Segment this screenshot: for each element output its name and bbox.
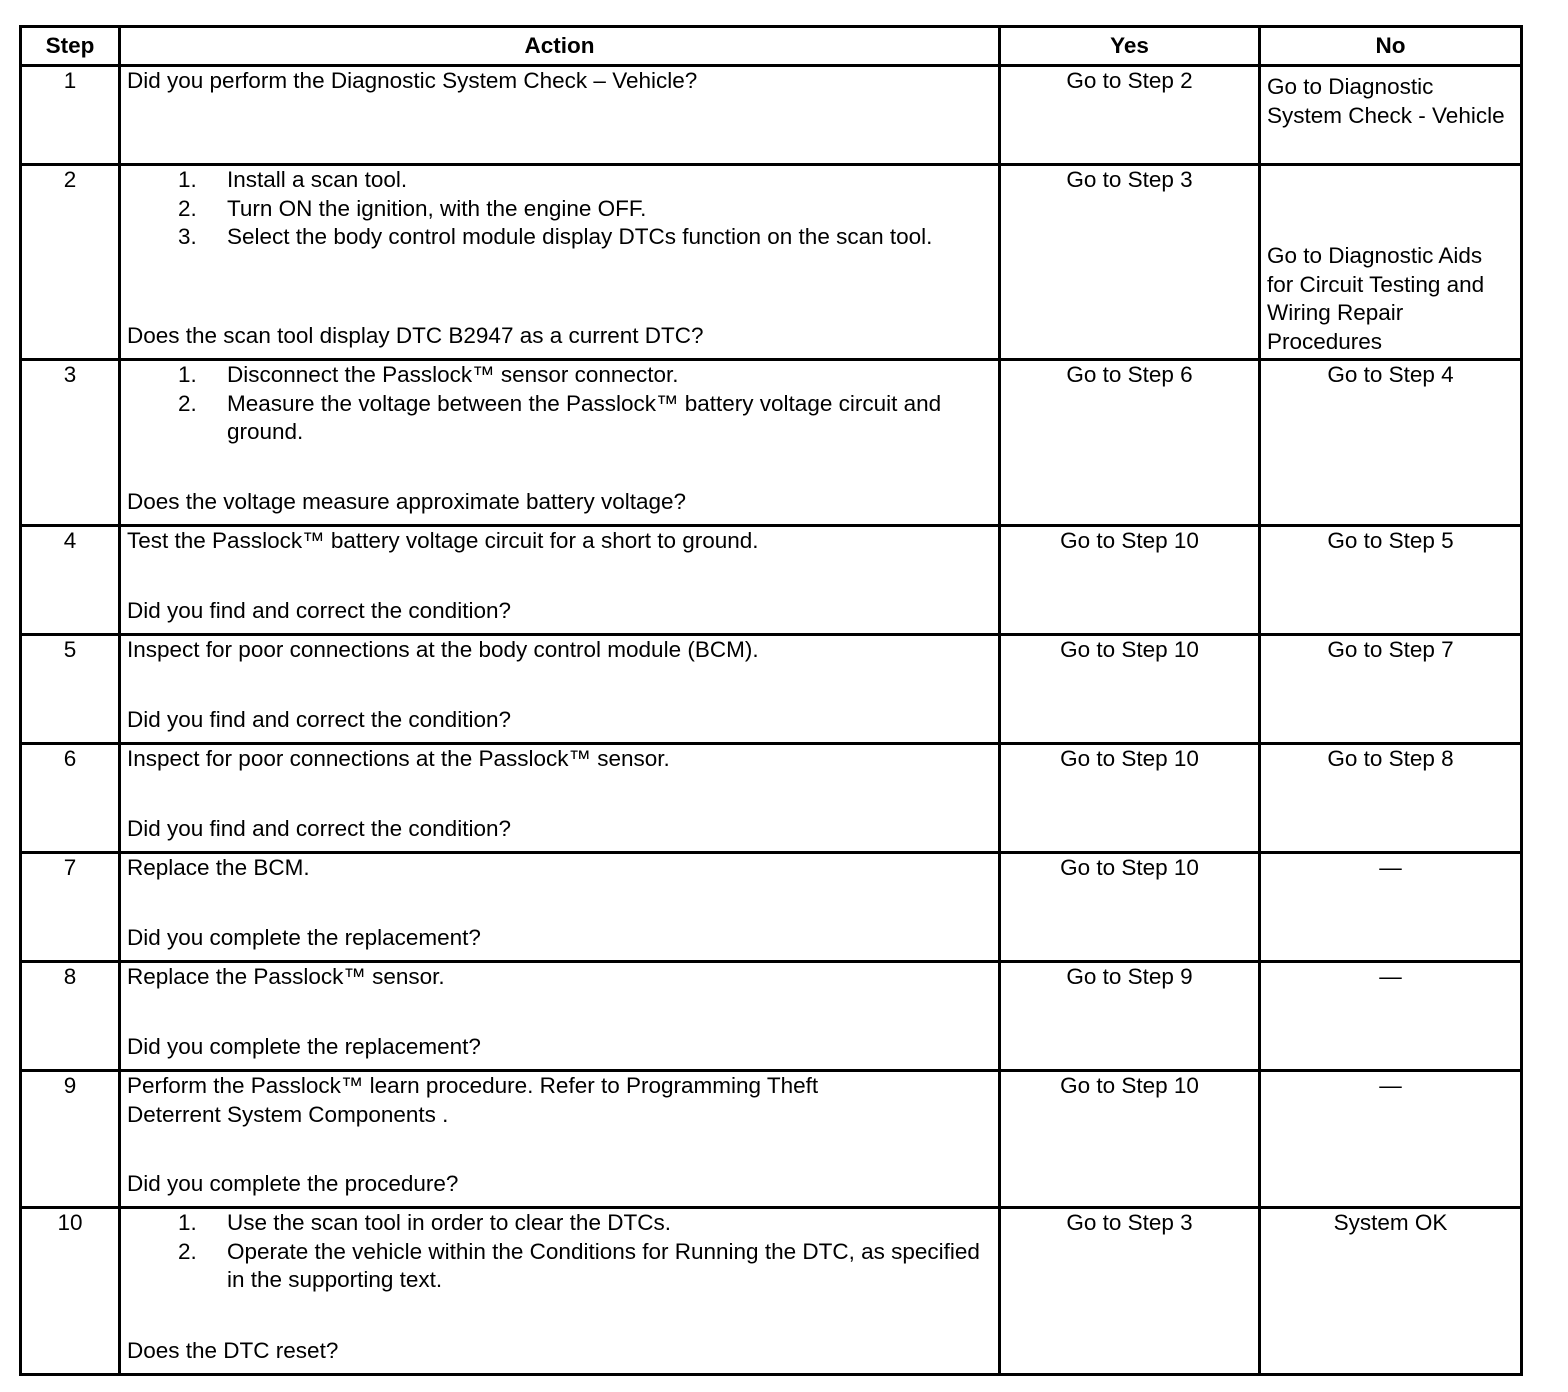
table-row (21, 744, 1522, 853)
table-row (21, 635, 1522, 744)
header-action: Action (120, 27, 1000, 66)
step-number: 2 (21, 165, 120, 360)
action-question: Does the voltage measure approximate battery voltage? (127, 488, 687, 514)
action-steps-list (127, 361, 992, 447)
table-row (21, 853, 1522, 962)
no-outcome: Go to Step 8 (1260, 744, 1522, 853)
header-no: No (1260, 27, 1522, 66)
action-step-item (178, 195, 992, 224)
no-outcome: System OK (1260, 1208, 1522, 1375)
yes-outcome: Go to Step 6 (1000, 360, 1260, 526)
action-step-number: 1. (178, 1210, 197, 1235)
action-step-number: 2. (178, 390, 197, 416)
action-cell (120, 1208, 1000, 1375)
action-question: Did you complete the replacement? (127, 1033, 481, 1059)
action-question: Did you find and correct the condition? (127, 815, 511, 841)
action-intro: Replace the BCM. (127, 855, 310, 880)
yes-outcome: Go to Step 10 (1000, 1071, 1260, 1208)
header-yes: Yes (1000, 27, 1260, 66)
step-number: 7 (21, 853, 120, 962)
action-cell (120, 744, 1000, 853)
action-steps-list (127, 1209, 992, 1295)
action-step-text: Disconnect the Passlock™ sensor connector. (227, 362, 679, 387)
action-intro: Did you perform the Diagnostic System Check – Vehicle? (127, 68, 698, 93)
action-cell (120, 526, 1000, 635)
action-cell (120, 360, 1000, 526)
yes-outcome: Go to Step 10 (1000, 744, 1260, 853)
action-step-number: 2. (178, 1238, 197, 1264)
action-step-item (178, 1209, 992, 1238)
action-step-number: 1. (178, 362, 197, 387)
diagnostic-table (19, 25, 1523, 1376)
action-step-text: Measure the voltage between the Passlock™ battery voltage circuit and ground. (227, 390, 942, 444)
yes-outcome: Go to Step 10 (1000, 526, 1260, 635)
action-intro: Replace the Passlock™ sensor. (127, 964, 445, 989)
header-step: Step (21, 27, 120, 66)
action-step-item (178, 166, 992, 195)
action-cell (120, 1071, 1000, 1208)
action-steps-list (127, 166, 992, 252)
no-outcome: Go to Step 7 (1260, 635, 1522, 744)
step-number: 6 (21, 744, 120, 853)
step-number: 4 (21, 526, 120, 635)
step-number: 10 (21, 1208, 120, 1375)
action-intro: Test the Passlock™ battery voltage circuit for a short to ground. (127, 528, 759, 553)
action-question: Did you find and correct the condition? (127, 597, 511, 623)
action-step-item (178, 223, 992, 252)
action-step-item (178, 361, 992, 390)
action-step-number: 3. (178, 224, 197, 249)
yes-outcome: Go to Step 9 (1000, 962, 1260, 1071)
no-outcome: — (1260, 1071, 1522, 1208)
step-number: 9 (21, 1071, 120, 1208)
action-cell (120, 635, 1000, 744)
table-row (21, 66, 1522, 165)
table-row (21, 526, 1522, 635)
action-intro: Perform the Passlock™ learn procedure. Refer to Programming Theft Deterrent System Components . (127, 1073, 819, 1127)
no-outcome: — (1260, 962, 1522, 1071)
step-number: 5 (21, 635, 120, 744)
action-question: Does the scan tool display DTC B2947 as a current DTC? (127, 322, 704, 348)
table-row (21, 360, 1522, 526)
yes-outcome: Go to Step 3 (1000, 165, 1260, 360)
action-cell (120, 66, 1000, 165)
yes-outcome: Go to Step 2 (1000, 66, 1260, 165)
yes-outcome: Go to Step 10 (1000, 853, 1260, 962)
no-outcome: — (1260, 853, 1522, 962)
action-step-text: Install a scan tool. (227, 167, 408, 192)
table-row (21, 1071, 1522, 1208)
action-cell (120, 962, 1000, 1071)
table-row (21, 962, 1522, 1071)
no-outcome: Go to Step 4 (1260, 360, 1522, 526)
table-row (21, 1208, 1522, 1375)
action-cell (120, 165, 1000, 360)
step-number: 3 (21, 360, 120, 526)
action-question: Does the DTC reset? (127, 1337, 339, 1363)
step-number: 1 (21, 66, 120, 165)
action-step-text: Select the body control module display DTCs function on the scan tool. (227, 224, 933, 249)
action-step-text: Turn ON the ignition, with the engine OFF. (227, 195, 647, 221)
yes-outcome: Go to Step 10 (1000, 635, 1260, 744)
header-row (21, 27, 1522, 66)
action-intro: Inspect for poor connections at the body control module (BCM). (127, 637, 759, 662)
action-question: Did you find and correct the condition? (127, 706, 511, 732)
action-step-number: 1. (178, 167, 197, 192)
action-step-number: 2. (178, 195, 197, 221)
action-step-item (178, 390, 992, 447)
action-step-text: Operate the vehicle within the Conditions for Running the DTC, as specified in the supporting text. (227, 1238, 980, 1292)
step-number: 8 (21, 962, 120, 1071)
no-outcome: Go to Diagnostic System Check - Vehicle (1260, 66, 1522, 165)
action-step-text: Use the scan tool in order to clear the DTCs. (227, 1210, 671, 1235)
action-question: Did you complete the procedure? (127, 1170, 459, 1196)
action-cell (120, 853, 1000, 962)
no-outcome: Go to Diagnostic Aids for Circuit Testing and Wiring Repair Procedures (1260, 165, 1522, 360)
table-row (21, 165, 1522, 360)
action-intro: Inspect for poor connections at the Passlock™ sensor. (127, 746, 670, 771)
action-question: Did you complete the replacement? (127, 924, 481, 950)
no-outcome: Go to Step 5 (1260, 526, 1522, 635)
action-step-item (178, 1238, 992, 1295)
yes-outcome: Go to Step 3 (1000, 1208, 1260, 1375)
